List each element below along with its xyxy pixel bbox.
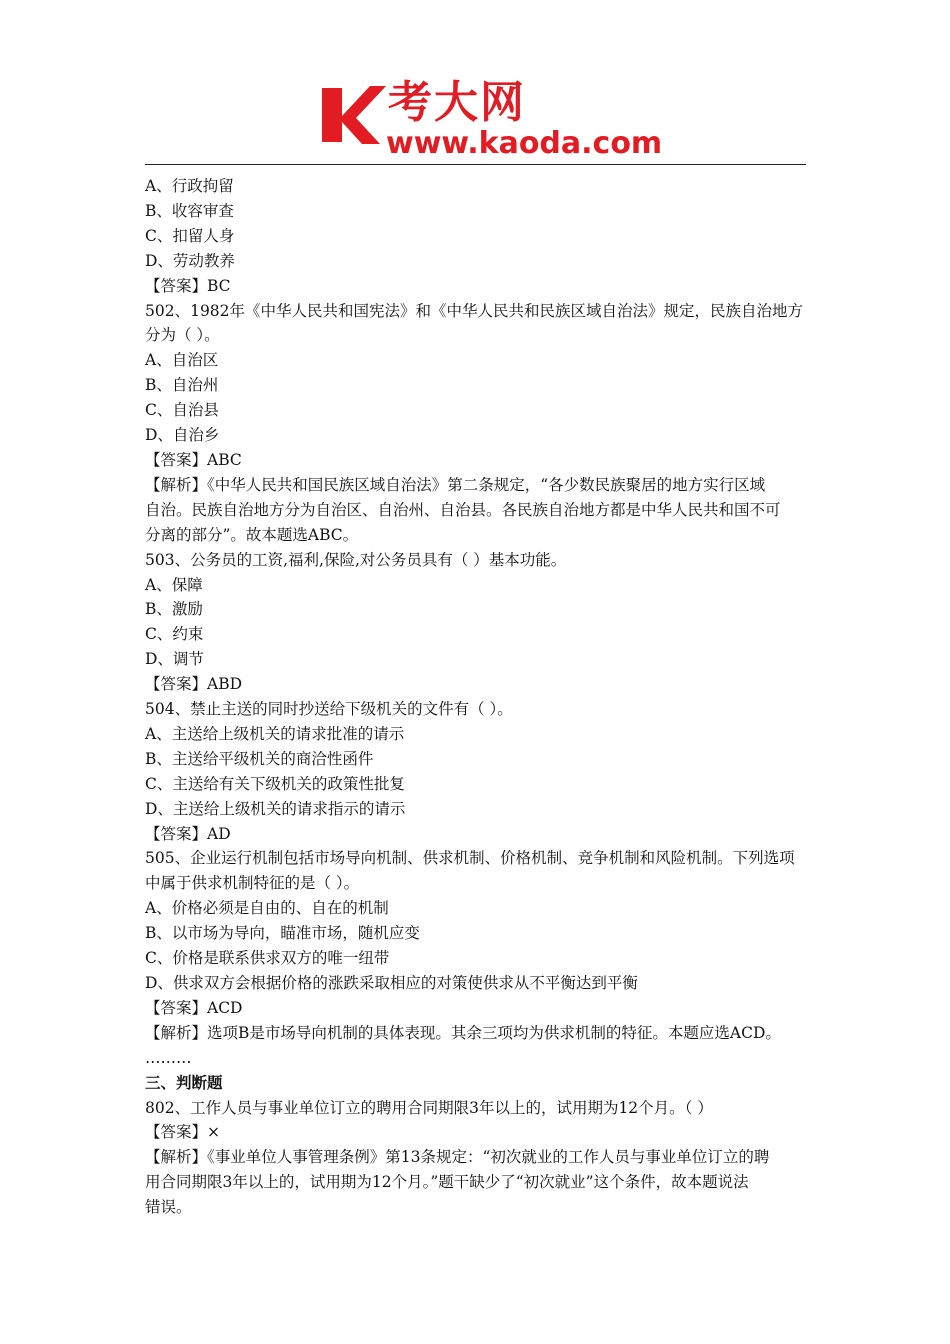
text-line: D、供求双方会根据价格的涨跌采取相应的对策使供求从不平衡达到平衡 <box>145 974 638 992</box>
text-line: D、主送给上级机关的请求指示的请示 <box>145 799 406 818</box>
explanation-line: 【解析】《中华人民共和国民族区域自治法》第二条规定，“各少数民族聚居的地方实行区域 <box>145 475 766 494</box>
text-line: A、主送给上级机关的请求批准的请示 <box>145 724 405 743</box>
text-line: B、以市场为导向，瞄准市场，随机应变 <box>145 924 420 943</box>
text-line: B、自治州 <box>145 376 219 395</box>
answer-line: 【答案】ABD <box>145 675 243 694</box>
section-heading: 三、判断题 <box>145 1073 223 1092</box>
question-line: 503、公务员的工资,福利,保险,对公务员具有（ ）基本功能。 <box>145 550 567 569</box>
question-line: 505、企业运行机制包括市场导向机制、供求机制、价格机制、竞争机制和风险机制。下列选项 <box>145 849 795 868</box>
answer-line: 【答案】ACD <box>145 998 243 1017</box>
text-line: A、自治区 <box>145 351 219 370</box>
explanation-line: 【解析】选项B是市场导向机制的具体表现。其余三项均为供求机制的特征。本题应选ACD。 <box>145 1023 781 1042</box>
explanation-line: 分离的部分”。故本题选ABC。 <box>145 525 359 544</box>
text-line: B、激励 <box>145 600 203 619</box>
question-line: 分为（ ）。 <box>145 326 220 345</box>
text-line: D、劳动教养 <box>145 251 235 270</box>
explanation-line: 自治。民族自治地方分为自治区、自治州、自治县。各民族自治地方都是中华人民共和国不可 <box>145 500 781 519</box>
text-line: C、约束 <box>145 625 204 644</box>
question-line: 中属于供求机制特征的是（ ）。 <box>145 874 360 893</box>
logo-url-text: www.kaoda.com <box>386 126 663 161</box>
text-line: C、自治县 <box>145 401 219 420</box>
text-line: B、收容审查 <box>145 201 234 220</box>
answer-line: 【答案】AD <box>145 824 231 843</box>
text-line: A、行政拘留 <box>145 177 234 195</box>
text-line: C、主送给有关下级机关的政策性批复 <box>145 774 405 793</box>
logo-chinese-text: 考大网 <box>388 77 526 128</box>
answer-line: 【答案】× <box>145 1123 220 1142</box>
header-divider <box>145 164 806 165</box>
question-line: 802、工作人员与事业单位订立的聘用合同期限3年以上的，试用期为12个月。（ ） <box>145 1098 713 1117</box>
explanation-line: 错误。 <box>145 1198 192 1217</box>
text-line: A、保障 <box>145 575 203 594</box>
text-line: C、价格是联系供求双方的唯一纽带 <box>145 949 390 968</box>
explanation-line: 【解析】《事业单位人事管理条例》第13条规定：“初次就业的工作人员与事业单位订立的聘 <box>145 1148 770 1167</box>
k-logo-mark-icon <box>318 82 388 152</box>
answer-line: 【答案】BC <box>145 276 231 295</box>
explanation-line: 用合同期限3年以上的，试用期为12个月。”题干缺少了“初次就业”这个条件，故本题说法 <box>145 1173 749 1192</box>
kaoda-logo <box>318 77 663 161</box>
document-body <box>145 174 809 1220</box>
text-line: B、主送给平级机关的商洽性函件 <box>145 749 374 768</box>
answer-line: 【答案】ABC <box>145 450 242 469</box>
text-line: C、扣留人身 <box>145 226 235 245</box>
text-line: D、调节 <box>145 650 204 669</box>
text-line: D、自治乡 <box>145 426 220 445</box>
text-line: A、价格必须是自由的、自在的机制 <box>145 899 389 918</box>
ellipsis-line: ……… <box>145 1048 192 1067</box>
question-line: 502、1982年《中华人民共和国宪法》和《中华人民共和民族区域自治法》规定，民族自治地方 <box>145 301 804 320</box>
question-line: 504、禁止主送的同时抄送给下级机关的文件有（ ）。 <box>145 700 513 719</box>
